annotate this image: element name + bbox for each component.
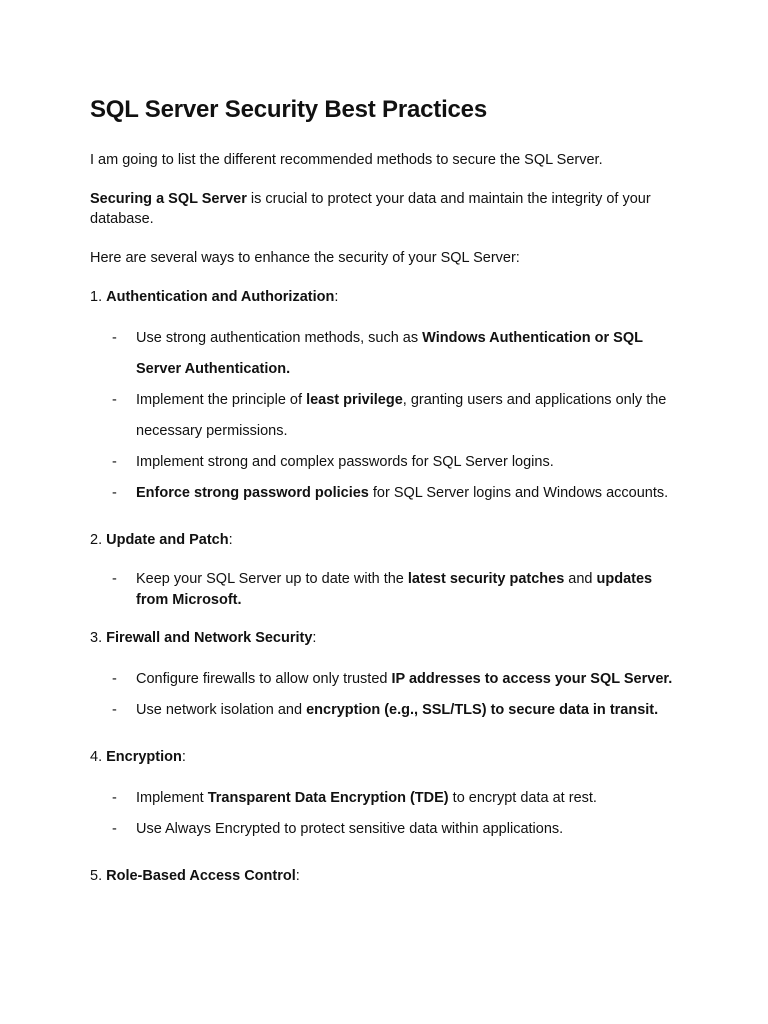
dash-marker: - <box>112 702 117 718</box>
item-bold: Windows Authentication or SQL Server Authentication. <box>136 330 643 377</box>
section-title: Encryption <box>106 749 182 765</box>
section-title: Role-Based Access Control <box>106 868 296 884</box>
section-number: 2. <box>90 532 107 548</box>
bullet-list-update-patch <box>90 569 680 611</box>
item-bold: updates from Microsoft. <box>136 571 653 608</box>
item-bold: Enforce strong password policies <box>136 485 369 501</box>
dash-marker: - <box>112 571 117 587</box>
item-text: Implement the principle of <box>136 392 307 408</box>
intro-paragraph: I am going to list the different recommended methods to secure the SQL Server. <box>90 152 603 168</box>
section-number: 4. <box>90 749 107 765</box>
list-item <box>90 323 680 385</box>
section-title: Update and Patch <box>106 532 229 548</box>
dash-marker: - <box>112 392 117 408</box>
item-text: Use strong authentication methods, such as <box>136 330 423 346</box>
securing-bold: Securing a SQL Server <box>90 191 247 207</box>
section-heading-update-patch <box>90 530 680 550</box>
section-heading-encryption <box>90 747 680 767</box>
item-text: for SQL Server logins and Windows accounts. <box>368 485 669 501</box>
section-number: 5. <box>90 868 107 884</box>
bullet-list-firewall <box>90 664 680 726</box>
item-text: Keep your SQL Server up to date with the <box>136 571 408 587</box>
section-heading-rbac <box>90 866 680 886</box>
section-colon: : <box>334 289 339 305</box>
list-item <box>90 695 680 726</box>
list-item <box>90 783 680 814</box>
item-text: Use Always Encrypted to protect sensitive data within applications. <box>136 821 564 837</box>
dash-marker: - <box>112 821 117 837</box>
document-page <box>90 94 680 886</box>
item-text: and <box>564 571 597 587</box>
section-colon: : <box>228 532 233 548</box>
section-colon: : <box>312 630 317 646</box>
item-bold: least privilege <box>306 392 403 408</box>
dash-marker: - <box>112 330 117 346</box>
item-bold: latest security patches <box>407 571 565 587</box>
list-item <box>90 478 680 509</box>
item-text: Configure firewalls to allow only trusted <box>136 671 392 687</box>
lead-in-paragraph: Here are several ways to enhance the security of your SQL Server: <box>90 250 520 266</box>
list-item <box>90 664 680 695</box>
item-text: Implement strong and complex passwords for SQL Server logins. <box>136 454 554 470</box>
item-text: , granting users and applications only the necessary permissions. <box>136 392 667 439</box>
list-item <box>90 385 680 447</box>
section-title: Authentication and Authorization <box>106 289 335 305</box>
item-bold: IP addresses to access your SQL Server. <box>391 671 673 687</box>
section-colon: : <box>181 749 186 765</box>
section-number: 3. <box>90 630 107 646</box>
item-bold: Transparent Data Encryption (TDE) <box>207 790 449 806</box>
item-text: Implement <box>136 790 208 806</box>
list-item <box>90 447 680 478</box>
section-title: Firewall and Network Security <box>106 630 313 646</box>
section-heading-firewall <box>90 628 680 648</box>
securing-text: is crucial to protect your data and maintain the integrity of your database. <box>90 191 651 227</box>
bullet-list-authentication <box>90 323 680 509</box>
dash-marker: - <box>112 790 117 806</box>
item-text: Use network isolation and <box>136 702 307 718</box>
item-text: to encrypt data at rest. <box>448 790 597 806</box>
dash-marker: - <box>112 671 117 687</box>
list-item <box>90 569 680 611</box>
bullet-list-encryption <box>90 783 680 845</box>
section-colon: : <box>295 868 300 884</box>
section-number: 1. <box>90 289 107 305</box>
item-bold: encryption (e.g., SSL/TLS) to secure data in transit. <box>306 702 659 718</box>
list-item <box>90 814 680 845</box>
securing-paragraph <box>90 189 680 229</box>
dash-marker: - <box>112 485 117 501</box>
section-heading-authentication <box>90 287 680 307</box>
dash-marker: - <box>112 454 117 470</box>
page-title: SQL Server Security Best Practices <box>90 96 487 123</box>
